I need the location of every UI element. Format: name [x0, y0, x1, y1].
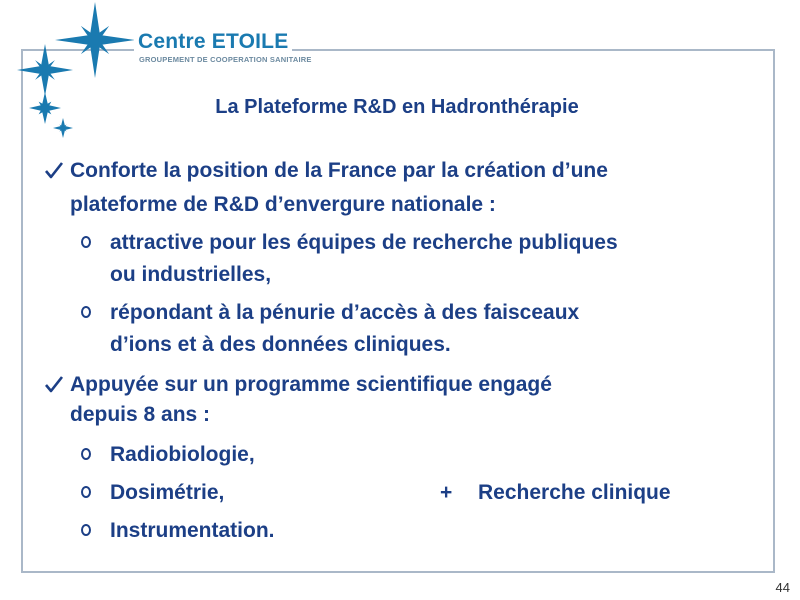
circle-bullet-icon	[81, 236, 91, 248]
circle-bullet-icon	[81, 486, 91, 498]
bullet-line: Appuyée sur un programme scientifique engagé	[70, 373, 552, 396]
star-icon	[55, 2, 135, 78]
sub-bullet-line: Dosimétrie,	[110, 481, 225, 504]
sub-bullet-line: ou industrielles,	[110, 263, 272, 286]
sub-bullet-line: d’ions et à des données cliniques.	[110, 333, 451, 356]
bullet-line: Conforte la position de la France par la création d’une	[70, 159, 608, 182]
slide-title: La Plateforme R&D en Hadronthérapie	[215, 96, 579, 118]
circle-bullet-icon	[81, 448, 91, 460]
sub-bullet-line: répondant à la pénurie d’accès à des faisceaux	[110, 301, 580, 324]
star-icon	[17, 44, 73, 96]
bullet-line: plateforme de R&D d’envergure nationale :	[70, 193, 496, 216]
circle-bullet-icon	[81, 524, 91, 536]
logo-subtitle: GROUPEMENT DE COOPERATION SANITAIRE	[139, 55, 312, 64]
circle-bullet-icon	[81, 306, 91, 318]
logo-name: Centre ETOILE	[134, 30, 292, 54]
plus-sign: +	[440, 481, 453, 504]
side-note: Recherche clinique	[478, 481, 671, 504]
logo-stars	[0, 0, 140, 145]
checkmark-icon	[44, 160, 64, 180]
sub-bullet-line: attractive pour les équipes de recherche publiques	[110, 231, 618, 254]
sub-bullet-line: Instrumentation.	[110, 519, 275, 542]
page-number: 44	[775, 580, 790, 595]
star-icon	[53, 118, 73, 138]
checkmark-icon	[44, 374, 64, 394]
sub-bullet-line: Radiobiologie,	[110, 443, 255, 466]
bullet-line: depuis 8 ans :	[70, 403, 211, 426]
